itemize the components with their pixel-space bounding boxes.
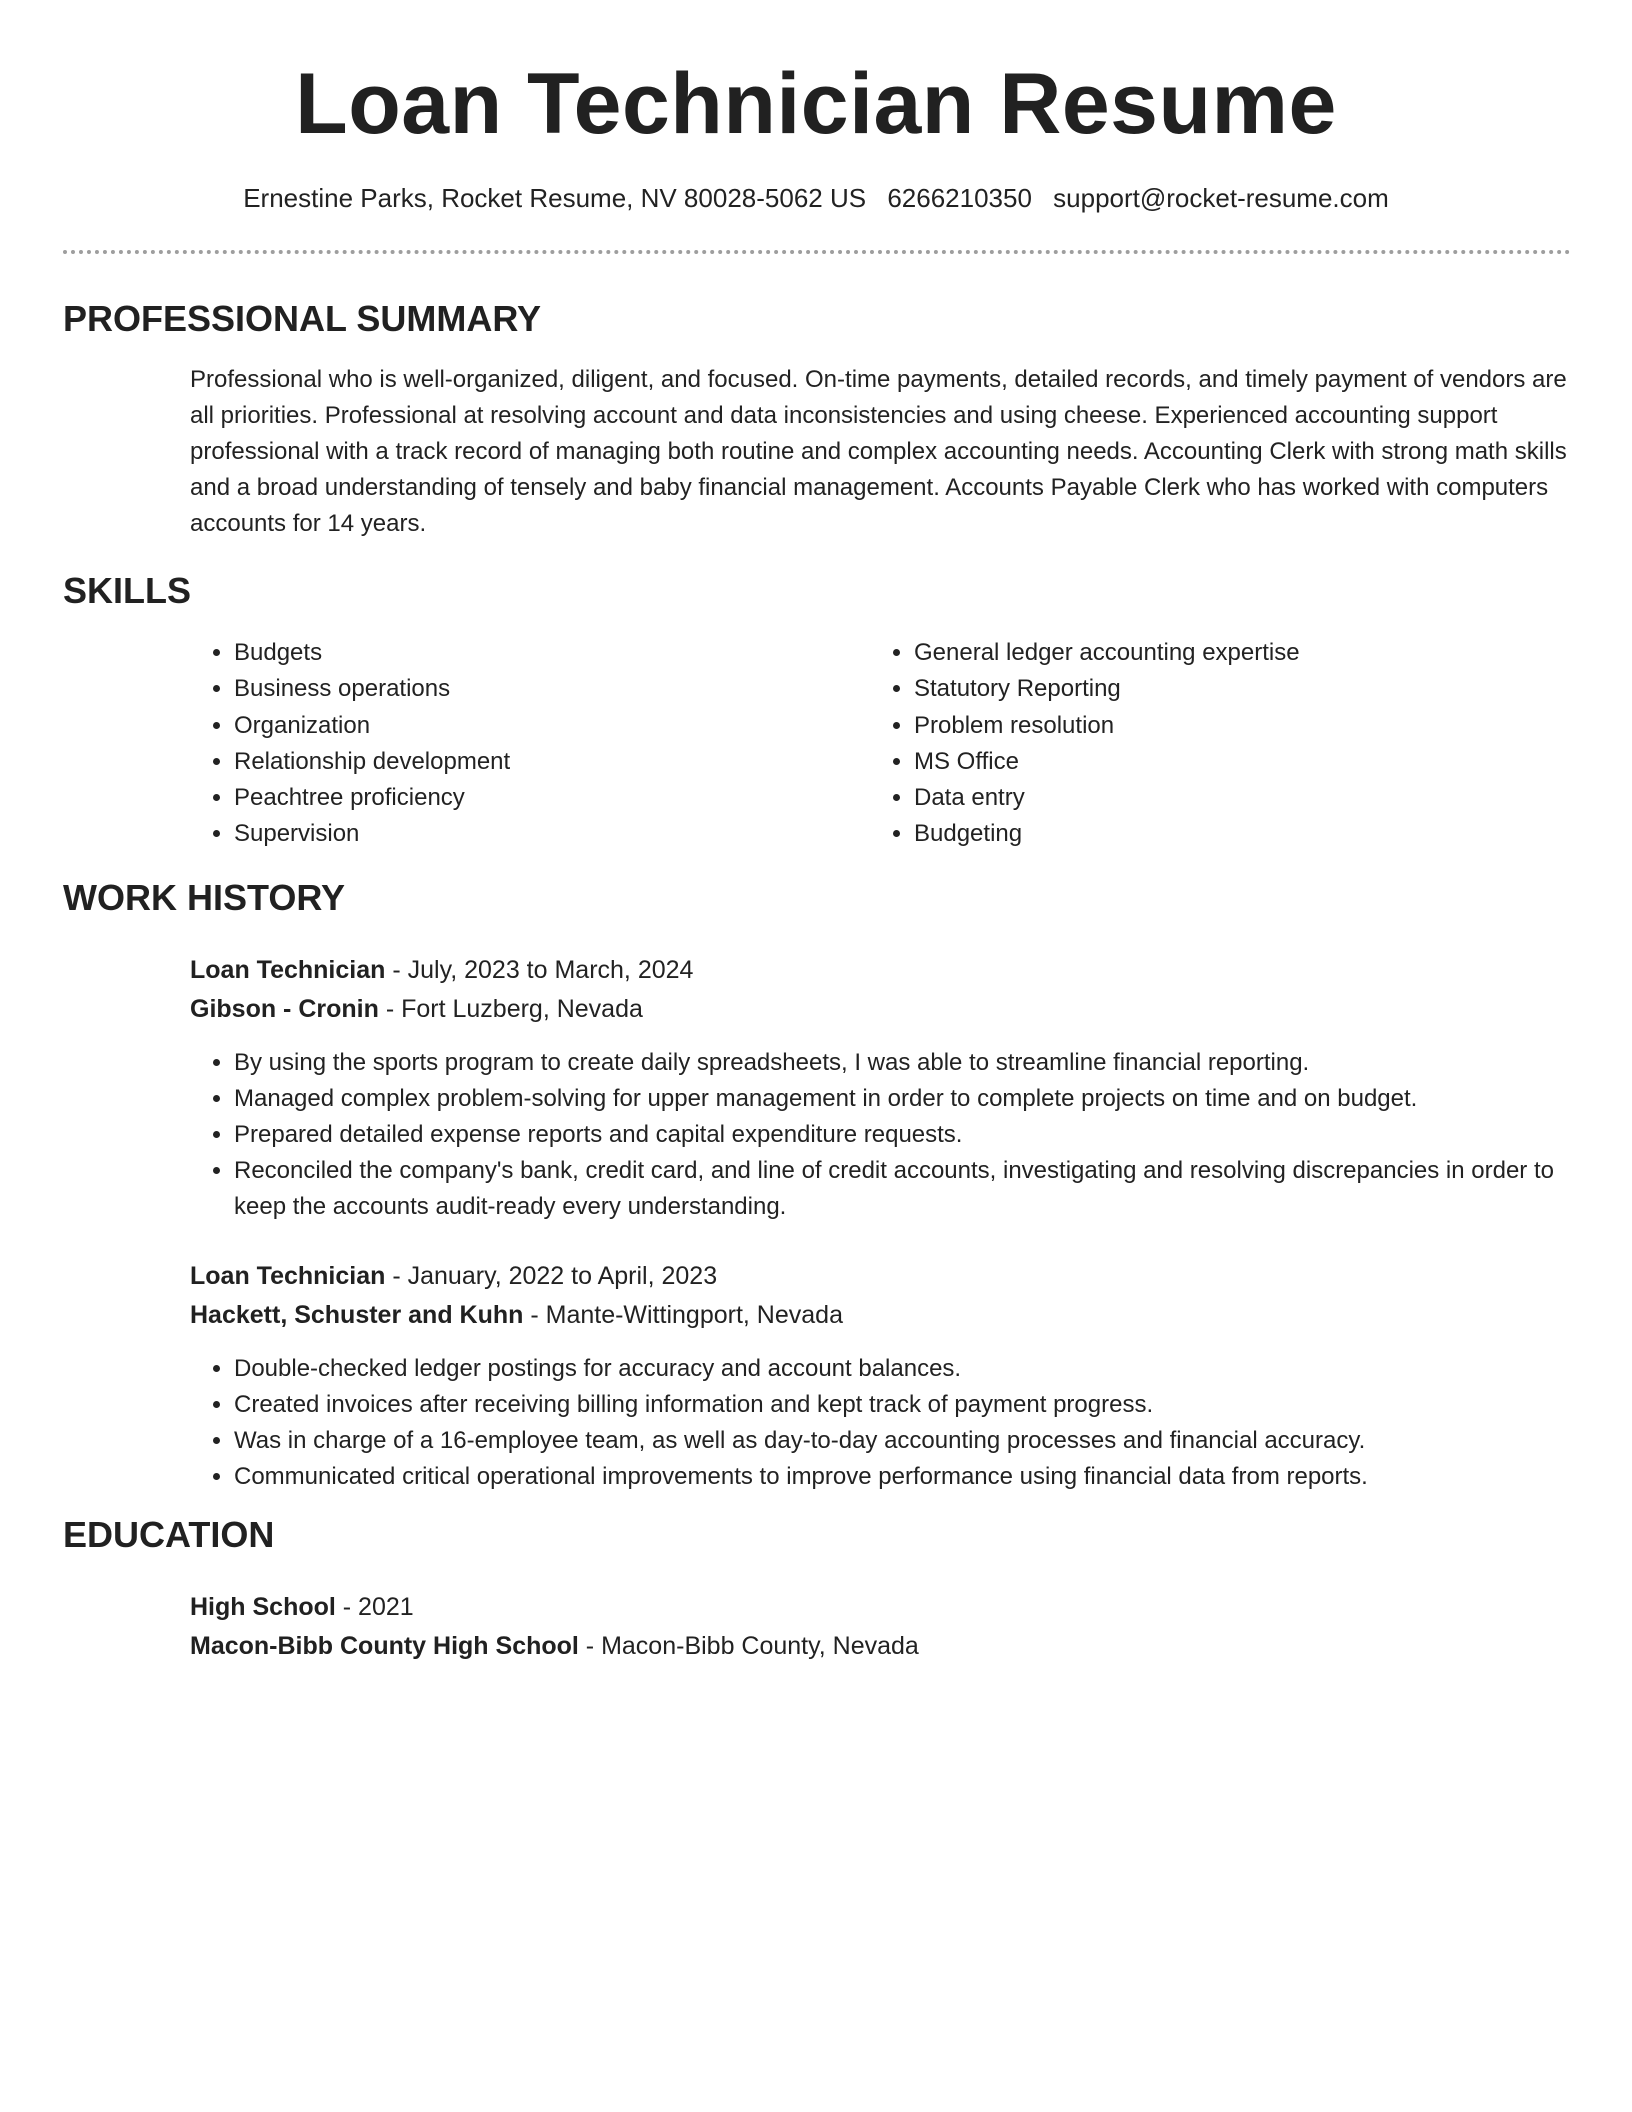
job-duties [190,1045,1570,1225]
skill-item: • Problem resolution [914,708,1510,744]
contact-email: support@rocket-resume.com [1053,183,1389,213]
header-divider [63,250,1571,254]
job-duty-item: • Reconciled the company's bank, credit card, and line of credit accounts, investigating and resolving discrepancies in order to keep the accounts audit-ready every understanding. [234,1153,1570,1225]
education-heading: EDUCATION [63,1514,275,1555]
job-duty-item: • Was in charge of a 16-employee team, as well as day-to-day accounting processes and financial accuracy. [234,1423,1570,1459]
skill-item: • MS Office [914,744,1510,780]
job-dates: - July, 2023 to March, 2024 [385,956,694,984]
skill-item: • Statutory Reporting [914,671,1510,707]
skill-item: • Supervision [234,816,830,852]
job-duties [190,1351,1570,1495]
skill-item: • Relationship development [234,744,830,780]
job-title-line [190,951,693,989]
education-school-line [190,1627,919,1665]
contact-address: Ernestine Parks, Rocket Resume, NV 80028-5062 US [243,183,867,213]
skill-item: • Data entry [914,780,1510,816]
summary-text: Professional who is well-organized, diligent, and focused. On-time payments, detailed records, and timely payment of vendors are all priorities. Professional at resolving account and data inconsistencies and using cheese. Experienced accounting support professional with a track record of managing both routine and complex accounting needs. Accounting Clerk with strong math skills and a broad understanding of tensely and baby financial management. Accounts Payable Clerk who has worked with computers accounts for 14 years. [190,366,1567,537]
contact-phone: 6266210350 [887,183,1032,213]
job-duty-item: • Prepared detailed expense reports and capital expenditure requests. [234,1117,1570,1153]
education-degree: High School [190,1593,336,1621]
summary-heading: PROFESSIONAL SUMMARY [63,298,542,339]
skill-item: • Organization [234,708,830,744]
job-title: Loan Technician [190,1262,386,1290]
skill-item: • Business operations [234,671,830,707]
skill-item: • Budgeting [914,816,1510,852]
skills-heading: SKILLS [63,570,192,611]
job-company-line [190,1296,843,1334]
job-duty-item: • Managed complex problem-solving for upper management in order to complete projects on time and on budget. [234,1081,1570,1117]
education-location: - Macon-Bibb County, Nevada [578,1632,919,1660]
job-duty-item: • Communicated critical operational improvements to improve performance using financial data from reports. [234,1459,1570,1495]
job-title: Loan Technician [190,956,386,984]
job-title-line [190,1257,717,1295]
work-heading: WORK HISTORY [63,877,346,918]
skill-item: • Budgets [234,635,830,671]
education-year: - 2021 [335,1593,414,1621]
resume-title: Loan Technician Resume [295,56,1337,152]
job-company: Hackett, Schuster and Kuhn [190,1301,524,1329]
contact-line [0,180,1632,216]
job-company: Gibson - Cronin [190,995,379,1023]
education-school: Macon-Bibb County High School [190,1632,579,1660]
job-company-line [190,990,643,1028]
job-location: - Mante-Wittingport, Nevada [523,1301,843,1329]
skills-list-left [190,635,830,853]
skills-list-right [870,635,1510,853]
job-dates: - January, 2022 to April, 2023 [385,1262,718,1290]
job-location: - Fort Luzberg, Nevada [378,995,643,1023]
skill-item: • General ledger accounting expertise [914,635,1510,671]
skill-item: • Peachtree proficiency [234,780,830,816]
job-duty-item: • By using the sports program to create daily spreadsheets, I was able to streamline financial reporting. [234,1045,1570,1081]
job-duty-item: • Created invoices after receiving billing information and kept track of payment progress. [234,1387,1570,1423]
education-degree-line [190,1588,414,1626]
job-duty-item: • Double-checked ledger postings for accuracy and account balances. [234,1351,1570,1387]
